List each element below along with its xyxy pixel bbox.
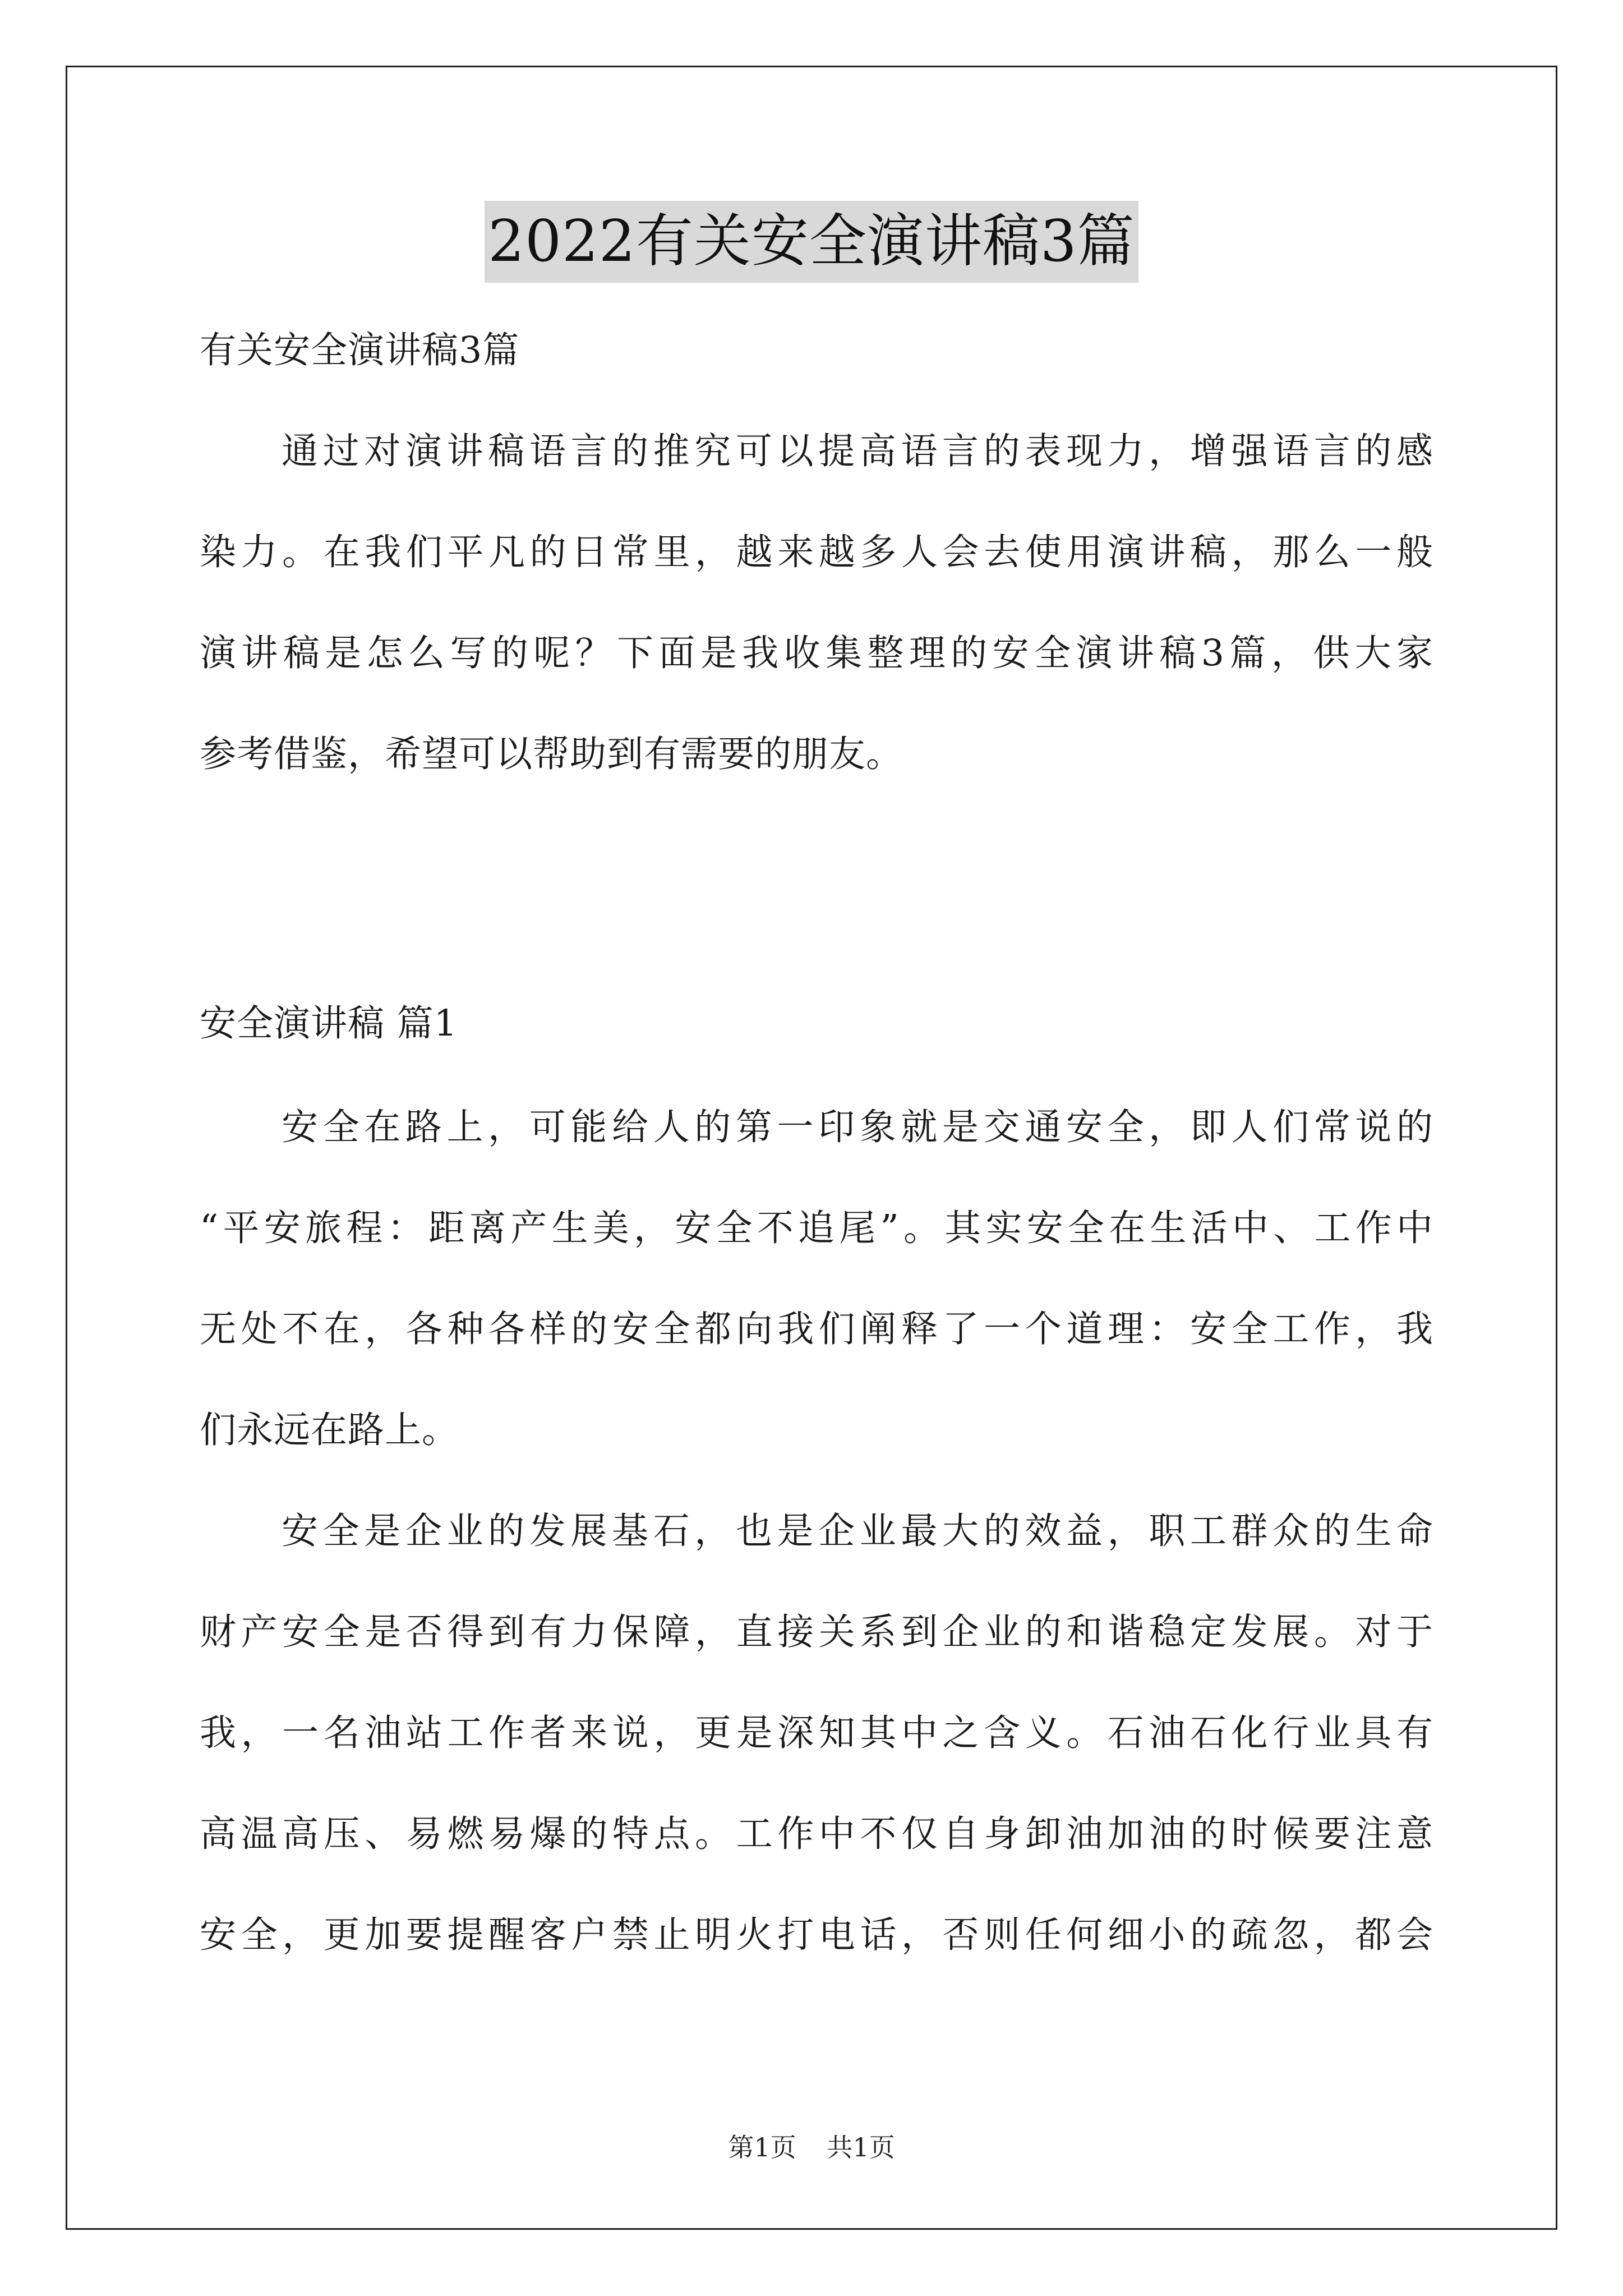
- page-number-current: 第1页: [728, 2132, 796, 2162]
- section1-heading: 安全演讲稿 篇1: [200, 1002, 458, 1045]
- paragraph-line: 高温高压、易燃易爆的特点。工作中不仅自身卸油加油的时候要注意: [200, 1813, 1433, 1855]
- paragraph-line: 安全在路上，可能给人的第一印象就是交通安全，即人们常说的: [282, 1106, 1433, 1148]
- intro-paragraph: [200, 426, 1433, 780]
- title-container: [0, 201, 1623, 283]
- paragraph-line: 安全，更加要提醒客户禁止明火打电话，否则任何细小的疏忽，都会: [200, 1914, 1433, 1956]
- intro-line: 染力。在我们平凡的日常里，越来越多人会去使用演讲稿，那么一般: [200, 531, 1433, 573]
- intro-line: 演讲稿是怎么写的呢？下面是我收集整理的安全演讲稿3篇，供大家: [200, 632, 1433, 674]
- page-number-total: 共1页: [827, 2132, 895, 2162]
- page-footer: [0, 2131, 1623, 2164]
- paragraph-line: “平安旅程：距离产生美，安全不追尾”。其实安全在生活中、工作中: [200, 1207, 1433, 1249]
- paragraph-line: 财产安全是否得到有力保障，直接关系到企业的和谐稳定发展。对于: [200, 1611, 1433, 1653]
- intro-line: 通过对演讲稿语言的推究可以提高语言的表现力，增强语言的感: [282, 430, 1433, 472]
- paragraph-line: 无处不在，各种各样的安全都向我们阐释了一个道理：安全工作，我: [200, 1308, 1433, 1350]
- document-subtitle: 有关安全演讲稿3篇: [200, 329, 520, 371]
- section1-paragraph-1: [200, 1102, 1433, 1456]
- section1-paragraph-2: [200, 1506, 1433, 1961]
- paragraph-line: 我，一名油站工作者来说，更是深知其中之含义。石油石化行业具有: [200, 1712, 1433, 1754]
- document-title: 2022有关安全演讲稿3篇: [485, 201, 1138, 283]
- paragraph-line: 安全是企业的发展基石，也是企业最大的效益，职工群众的生命: [282, 1510, 1433, 1552]
- intro-line: 参考借鉴，希望可以帮助到有需要的朋友。: [200, 733, 903, 775]
- paragraph-line: 们永远在路上。: [200, 1409, 459, 1451]
